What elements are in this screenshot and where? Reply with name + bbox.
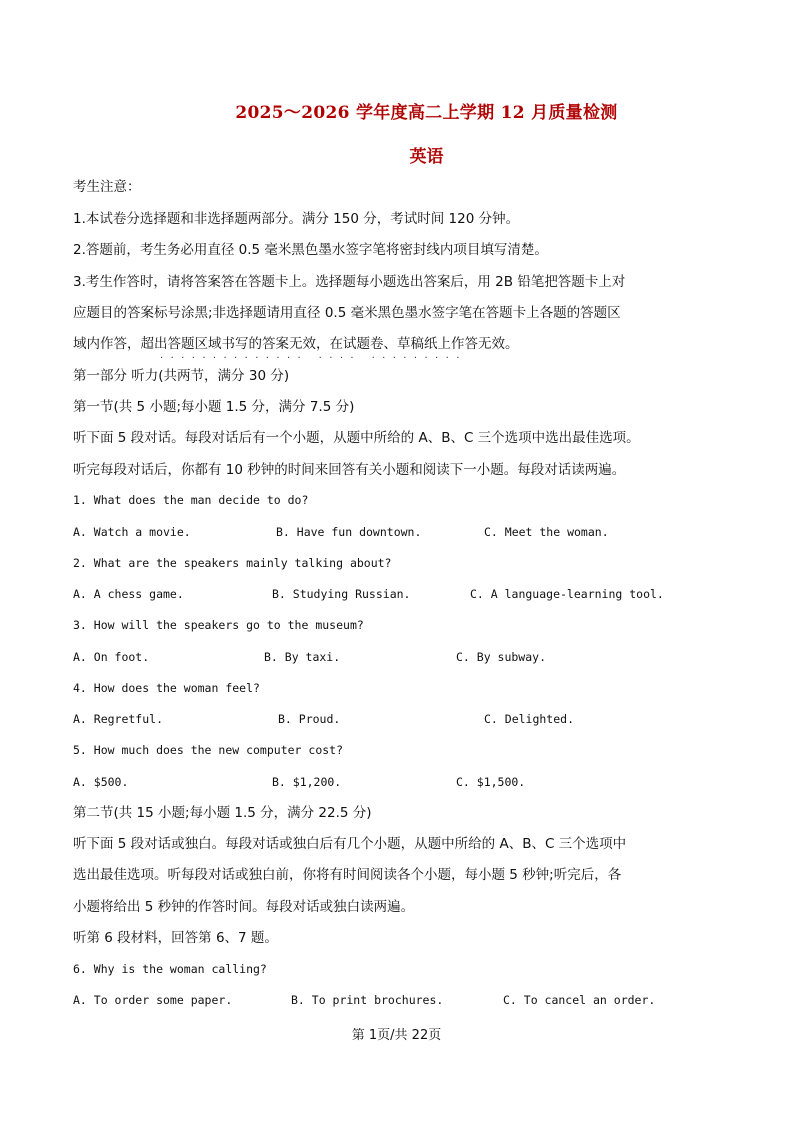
- option-a: A. $500.: [73, 775, 129, 789]
- emphasis-dots: ·············· ···· ·········: [160, 353, 467, 364]
- exam-subject: 英语: [409, 147, 444, 167]
- option-b: B. Proud.: [278, 712, 341, 726]
- question-stem: 1. What does the man decide to do?: [73, 493, 309, 507]
- option-c: C. A language-learning tool.: [470, 587, 664, 601]
- option-a: A. Regretful.: [73, 712, 164, 726]
- option-c: C. To cancel an order.: [503, 993, 656, 1007]
- section2-instruction-3: 小题将给出 5 秒钟的作答时间。每段对话或独白读两遍。: [73, 899, 415, 915]
- section2-heading: 第二节(共 15 小题;每小题 1.5 分，满分 22.5 分): [73, 805, 372, 821]
- section1-heading: 第一节(共 5 小题;每小题 1.5 分，满分 7.5 分): [73, 399, 355, 415]
- option-a: A. Watch a movie.: [73, 525, 191, 539]
- part1-heading: 第一部分 听力(共两节，满分 30 分): [73, 368, 290, 384]
- question-stem: 5. How much does the new computer cost?: [73, 743, 344, 757]
- notice-line-3a: 3.考生作答时，请将答案答在答题卡上。选择题每小题选出答案后，用 2B 铅笔把答题卡上对: [73, 274, 626, 290]
- notice-line-3b: 应题目的答案标号涂黑;非选择题请用直径 0.5 毫米黑色墨水签字笔在答题卡上各题的答题区: [73, 305, 621, 321]
- notice-line-2: 2.答题前，考生务必用直径 0.5 毫米黑色墨水签字笔将密封线内项目填写清楚。: [73, 242, 548, 258]
- section2-instruction-2: 选出最佳选项。听每段对话或独白前，你将有时间阅读各个小题，每小题 5 秒钟;听完后，各: [73, 867, 622, 883]
- question-stem: 4. How does the woman feel?: [73, 681, 260, 695]
- question-stem: 2. What are the speakers mainly talking about?: [73, 556, 392, 570]
- option-b: B. Have fun downtown.: [276, 525, 422, 539]
- option-a: A. On foot.: [73, 650, 150, 664]
- question-stem: 6. Why is the woman calling?: [73, 962, 267, 976]
- option-b: B. To print brochures.: [291, 993, 444, 1007]
- exam-title: 2025～2026 学年度高二上学期 12 月质量检测: [235, 103, 618, 123]
- section2-instruction-1: 听下面 5 段对话或独白。每段对话或独白后有几个小题，从题中所给的 A、B、C 三个选项中: [73, 836, 627, 852]
- option-a: A. A chess game.: [73, 587, 184, 601]
- option-b: B. By taxi.: [264, 650, 341, 664]
- material-6-heading: 听第 6 段材料，回答第 6、7 题。: [73, 930, 278, 946]
- option-c: C. $1,500.: [456, 775, 526, 789]
- question-stem: 3. How will the speakers go to the museum?: [73, 618, 364, 632]
- notice-line-1: 1.本试卷分选择题和非选择题两部分。满分 150 分，考试时间 120 分钟。: [73, 211, 520, 227]
- option-c: C. Delighted.: [484, 712, 575, 726]
- option-c: C. Meet the woman.: [484, 525, 609, 539]
- section1-instruction-1: 听下面 5 段对话。每段对话后有一个小题，从题中所给的 A、B、C 三个选项中选出最佳选项。: [73, 430, 640, 446]
- notice-heading: 考生注意：: [73, 179, 141, 195]
- section1-instruction-2: 听完每段对话后，你都有 10 秒钟的时间来回答有关小题和阅读下一小题。每段对话读两遍。: [73, 462, 626, 478]
- option-b: B. $1,200.: [272, 775, 342, 789]
- option-b: B. Studying Russian.: [272, 587, 411, 601]
- notice-line-3c: 域内作答，超出答题区域书写的答案无效，在试题卷、草稿纸上作答无效。: [73, 336, 519, 352]
- option-c: C. By subway.: [456, 650, 547, 664]
- page-number: 第 1页/共 22页: [351, 1028, 442, 1043]
- option-a: A. To order some paper.: [73, 993, 233, 1007]
